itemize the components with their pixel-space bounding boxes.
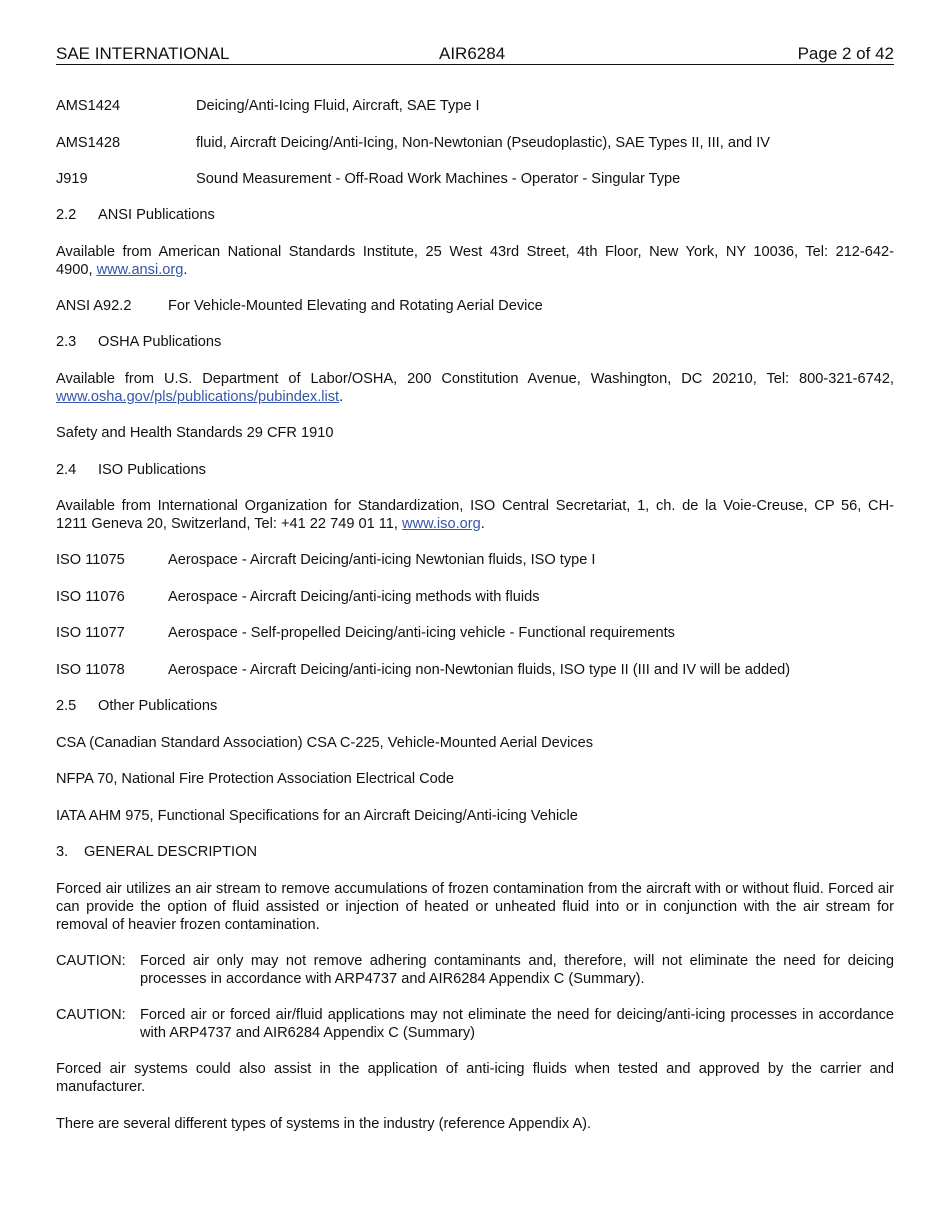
reference-title: Sound Measurement - Off-Road Work Machines - Operator - Singular Type bbox=[196, 171, 681, 187]
section-heading-2-2 bbox=[56, 206, 894, 224]
section-title: Other Publications bbox=[98, 698, 218, 714]
forced-air-systems-paragraph: Forced air systems could also assist in the application of anti-icing fluids when tested and approved by the carrier and manufacturer. bbox=[56, 1061, 894, 1095]
osha-standards-line: Safety and Health Standards 29 CFR 1910 bbox=[56, 425, 334, 441]
section-number: 2.2 bbox=[56, 207, 77, 223]
section-heading-2-4 bbox=[56, 461, 894, 479]
caution-note bbox=[56, 1006, 894, 1042]
period: . bbox=[183, 262, 188, 278]
section-title: ISO Publications bbox=[98, 462, 206, 478]
reference-title: Aerospace - Self-propelled Deicing/anti-icing vehicle - Functional requirements bbox=[168, 625, 675, 641]
other-publication-item: CSA (Canadian Standard Association) CSA C-225, Vehicle-Mounted Aerial Devices bbox=[56, 735, 594, 751]
caution-label: CAUTION: bbox=[56, 1007, 126, 1023]
reference-title: Deicing/Anti-Icing Fluid, Aircraft, SAE Type I bbox=[196, 98, 480, 114]
other-publication-item: NFPA 70, National Fire Protection Association Electrical Code bbox=[56, 771, 454, 787]
reference-title: Aerospace - Aircraft Deicing/anti-icing non-Newtonian fluids, ISO type II (III and IV will be added) bbox=[168, 662, 791, 678]
caution-text: Forced air or forced air/fluid applications may not eliminate the need for deicing/anti-icing processes in accordance with ARP4737 and AIR6284 Appendix C (Summary) bbox=[140, 1007, 894, 1041]
iso-availability-paragraph bbox=[56, 497, 894, 533]
reference-title: For Vehicle-Mounted Elevating and Rotating Aerial Device bbox=[168, 298, 543, 314]
reference-entry bbox=[56, 134, 894, 152]
reference-title: Aerospace - Aircraft Deicing/anti-icing methods with fluids bbox=[168, 589, 540, 605]
header-org: SAE INTERNATIONAL bbox=[56, 44, 230, 63]
header-page-number: Page 2 of 42 bbox=[797, 44, 894, 63]
section-number: 2.5 bbox=[56, 698, 77, 714]
section-title: ANSI Publications bbox=[98, 207, 215, 223]
other-publication-item: IATA AHM 975, Functional Specifications for an Aircraft Deicing/Anti-icing Vehicle bbox=[56, 808, 578, 824]
reference-code: AMS1428 bbox=[56, 135, 121, 151]
caution-label: CAUTION: bbox=[56, 953, 126, 969]
reference-code: AMS1424 bbox=[56, 98, 121, 114]
osha-website-link[interactable]: www.osha.gov/pls/publications/pubindex.list bbox=[56, 389, 340, 405]
reference-entry bbox=[56, 551, 894, 569]
osha-availability-line: Available from U.S. Department of Labor/OSHA, 200 Constitution Avenue, Washington, DC 20210, Tel: 800-321-6742, bbox=[56, 371, 894, 387]
section-heading-2-5 bbox=[56, 697, 894, 715]
period: . bbox=[480, 516, 485, 532]
reference-code: ANSI A92.2 bbox=[56, 298, 132, 314]
page-header bbox=[56, 44, 894, 65]
general-description-paragraph: Forced air utilizes an air stream to remove accumulations of frozen contamination from the aircraft with or without fluid. Forced air can provide the option of fluid assisted or injection of heated or unheated fluid into or in conjunction with the air stream for removal of heavier frozen contamination. bbox=[56, 881, 894, 933]
reference-title: fluid, Aircraft Deicing/Anti-Icing, Non-Newtonian (Pseudoplastic), SAE Types II, III, and IV bbox=[196, 135, 771, 151]
reference-code: J919 bbox=[56, 171, 88, 187]
reference-entry bbox=[56, 97, 894, 115]
section-title: OSHA Publications bbox=[98, 334, 222, 350]
caution-note bbox=[56, 952, 894, 988]
header-doc-number: AIR6284 bbox=[439, 44, 506, 63]
document-page bbox=[56, 0, 894, 1230]
section-number: 2.3 bbox=[56, 334, 77, 350]
reference-code: ISO 11076 bbox=[56, 589, 125, 605]
section-title: GENERAL DESCRIPTION bbox=[84, 844, 257, 860]
section-heading-2-3 bbox=[56, 333, 894, 351]
reference-code: ISO 11077 bbox=[56, 625, 125, 641]
caution-text: Forced air only may not remove adhering contaminants and, therefore, will not eliminate the need for deicing processes in accordance with ARP4737 and AIR6284 Appendix C (Summary). bbox=[140, 953, 894, 987]
system-types-paragraph: There are several different types of systems in the industry (reference Appendix A). bbox=[56, 1116, 592, 1132]
reference-entry bbox=[56, 624, 894, 642]
section-number: 2.4 bbox=[56, 462, 77, 478]
reference-entry bbox=[56, 170, 894, 188]
ansi-availability-tel: 4900, bbox=[56, 262, 97, 278]
section-heading-3 bbox=[56, 843, 894, 861]
iso-availability-line: Available from International Organization for Standardization, ISO Central Secretariat, 1, ch. de la Voie-Creuse, CP 56, CH- bbox=[56, 498, 894, 514]
reference-entry bbox=[56, 297, 894, 315]
reference-code: ISO 11078 bbox=[56, 662, 125, 678]
iso-availability-tel: 1211 Geneva 20, Switzerland, Tel: +41 22 749 01 11, bbox=[56, 516, 403, 532]
reference-entry bbox=[56, 588, 894, 606]
ansi-availability-line: Available from American National Standards Institute, 25 West 43rd Street, 4th Floor, New York, NY 10036, Tel: 212-642- bbox=[56, 244, 894, 260]
ansi-website-link[interactable]: www.ansi.org bbox=[96, 262, 184, 278]
iso-website-link[interactable]: www.iso.org bbox=[402, 516, 481, 532]
section-number: 3. bbox=[56, 844, 69, 860]
reference-title: Aerospace - Aircraft Deicing/anti-icing Newtonian fluids, ISO type I bbox=[168, 552, 596, 568]
osha-availability-paragraph bbox=[56, 370, 894, 406]
period: . bbox=[339, 389, 344, 405]
ansi-availability-paragraph bbox=[56, 243, 894, 279]
reference-code: ISO 11075 bbox=[56, 552, 125, 568]
reference-entry bbox=[56, 661, 894, 679]
